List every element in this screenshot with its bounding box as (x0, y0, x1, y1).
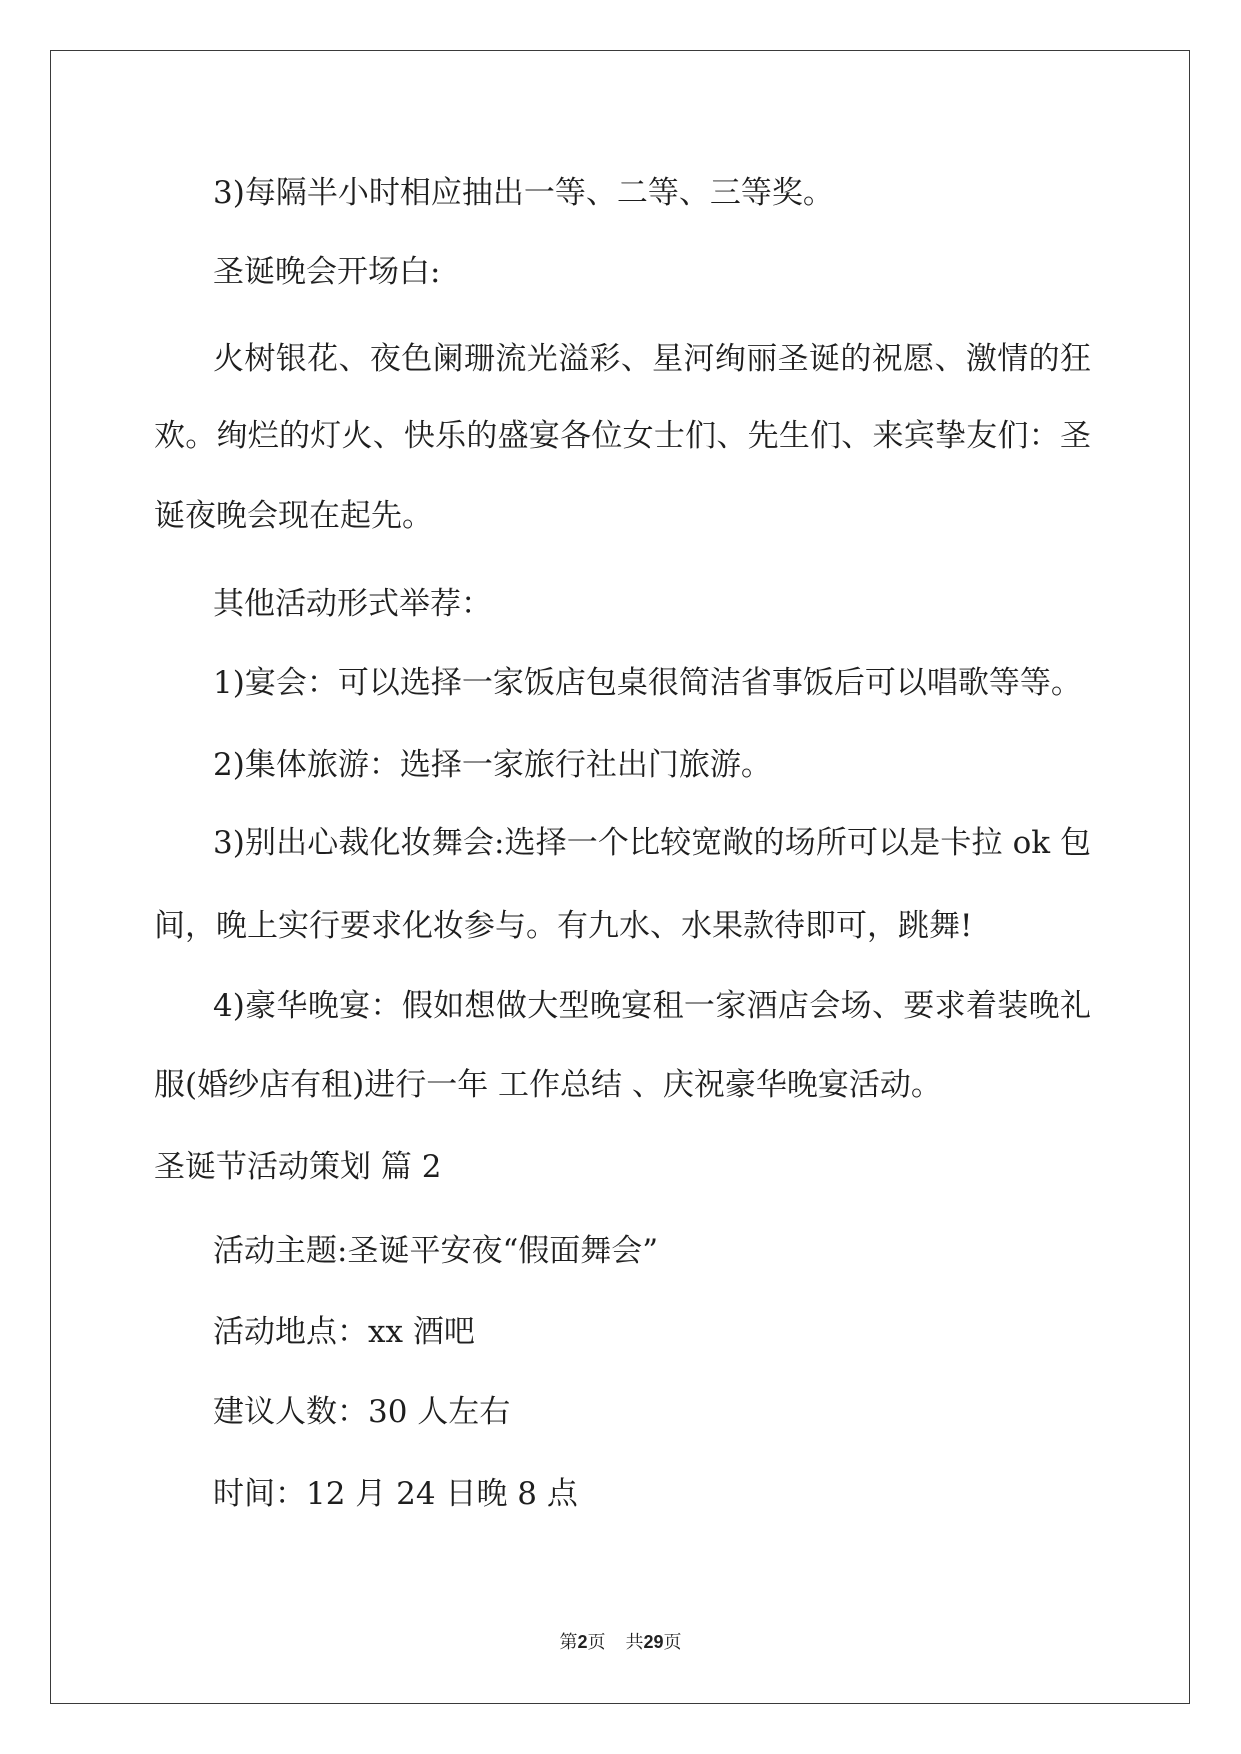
paragraph-line: 火树银花、夜色阑珊流光溢彩、星河绚丽圣诞的祝愿、激情的狂 (213, 341, 1091, 377)
paragraph-line: 间，晚上实行要求化妆参与。有九水、水果款待即可，跳舞! (154, 908, 973, 944)
section-heading: 圣诞节活动策划 篇 2 (154, 1149, 442, 1185)
paragraph-line: 2)集体旅游：选择一家旅行社出门旅游。 (213, 747, 772, 783)
page-suffix: 页 (587, 1632, 606, 1653)
page-number: 2 (577, 1632, 588, 1652)
paragraph-line: 1)宴会：可以选择一家饭店包桌很简洁省事饭后可以唱歌等等。 (213, 665, 1082, 701)
paragraph-line: 3)每隔半小时相应抽出一等、二等、三等奖。 (213, 175, 834, 211)
paragraph-line: 欢。绚烂的灯火、快乐的盛宴各位女士们、先生们、来宾挚友们：圣 (154, 418, 1091, 454)
total-prefix: 共 (625, 1632, 644, 1653)
page-footer (0, 1630, 1241, 1654)
event-time: 时间：12 月 24 日晚 8 点 (213, 1476, 578, 1512)
event-theme: 活动主题:圣诞平安夜“假面舞会” (213, 1233, 659, 1269)
paragraph-line: 服(婚纱店有租)进行一年 工作总结 、庆祝豪华晚宴活动。 (154, 1067, 942, 1103)
page-border (50, 50, 1190, 1704)
page-prefix: 第 (559, 1632, 578, 1653)
paragraph-line: 其他活动形式举荐： (213, 586, 492, 622)
paragraph-line: 诞夜晚会现在起先。 (154, 498, 433, 534)
total-pages: 29 (643, 1632, 664, 1652)
paragraph-line: 圣诞晚会开场白: (213, 254, 441, 290)
event-location: 活动地点：xx 酒吧 (213, 1314, 475, 1350)
total-suffix: 页 (663, 1632, 682, 1653)
paragraph-line: 3)别出心裁化妆舞会:选择一个比较宽敞的场所可以是卡拉 ok 包 (213, 825, 1091, 861)
paragraph-line: 4)豪华晚宴：假如想做大型晚宴租一家酒店会场、要求着装晚礼 (213, 988, 1091, 1024)
suggested-attendance: 建议人数：30 人左右 (213, 1394, 511, 1430)
